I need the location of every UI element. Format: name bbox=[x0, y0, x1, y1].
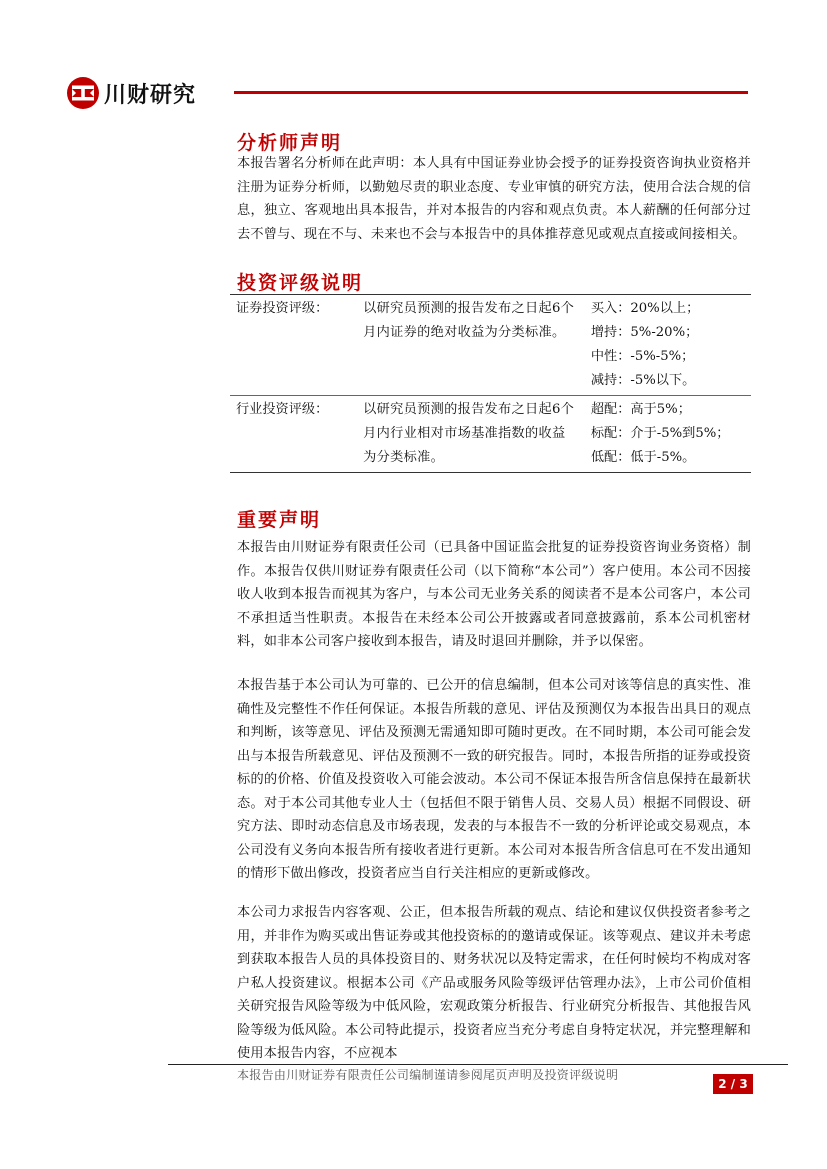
rating-level: 减持：-5%以下。 bbox=[590, 373, 696, 388]
analyst-statement-title: 分析师声明 bbox=[237, 132, 343, 154]
rating-row-security bbox=[230, 295, 751, 396]
rating-level: 标配：介于-5%到5%； bbox=[590, 426, 730, 441]
rating-levels bbox=[585, 396, 751, 473]
footer-rule bbox=[168, 1064, 788, 1065]
important-statement-title: 重要声明 bbox=[237, 509, 322, 531]
important-paragraph: 本报告由川财证券有限责任公司（已具备中国证监会批复的证券投资咨询业务资格）制作。本报告仅供川财证券有限责任公司（以下简称“本公司”）客户使用。本公司不因接收人收到本报告而视其为客户，与本公司无业务关系的阅读者不是本公司客户，本公司不承担适当性职责。本报告在未经本公司公开披露或者同意披露前，系本公司机密材料，如非本公司客户接收到本报告，请及时退回并删除，并予以保密。 bbox=[237, 540, 751, 649]
important-paragraph: 本报告基于本公司认为可靠的、已公开的信息编制，但本公司对该等信息的真实性、准确性及完整性不作任何保证。本报告所载的意见、评估及预测仅为本报告出具日的观点和判断，该等意见、评估及预测无需通知即可随时更改。在不同时期，本公司可能会发出与本报告所载意见、评估及预测不一致的研究报告。同时，本报告所指的证券或投资标的的价格、价值及投资收入可能会波动。本公司不保证本报告所含信息保持在最新状态。对于本公司其他专业人士（包括但不限于销售人员、交易人员）根据不同假设、研究方法、即时动态信息及市场表现，发表的与本报告不一致的分析评论或交易观点，本公司没有义务向本报告所有接收者进行更新。本公司对本报告所含信息可在不发出通知的情形下做出修改，投资者应当自行关注相应的更新或修改。 bbox=[237, 678, 751, 881]
analyst-statement-text: 本报告署名分析师在此声明：本人具有中国证券业协会授予的证券投资咨询执业资格并注册为证券分析师，以勤勉尽责的职业态度、专业审慎的研究方法，使用合法合规的信息，独立、客观地出具本报告，并对本报告的内容和观点负责。本人薪酬的任何部分过去不曾与、现在不与、未来也不会与本报告中的具体推荐意见或观点直接或间接相关。 bbox=[237, 156, 751, 242]
header-rule bbox=[234, 91, 748, 94]
rating-table bbox=[230, 294, 751, 473]
rating-description: 以研究员预测的报告发布之日起6个月内证券的绝对收益为分类标准。 bbox=[357, 295, 585, 396]
logo-icon bbox=[66, 76, 100, 110]
footer-disclaimer: 本报告由川财证券有限责任公司编制谨请参阅尾页声明及投资评级说明 bbox=[237, 1068, 619, 1082]
logo-text: 川财研究 bbox=[104, 82, 197, 108]
rating-level: 买入：20%以上； bbox=[590, 301, 700, 316]
rating-level: 增持：5%-20%； bbox=[590, 325, 699, 340]
rating-level: 中性：-5%-5%； bbox=[590, 349, 695, 364]
rating-level: 低配：低于-5%。 bbox=[590, 450, 696, 465]
rating-explanation-title: 投资评级说明 bbox=[237, 272, 364, 294]
rating-level: 超配：高于5%； bbox=[590, 402, 691, 417]
rating-row-industry bbox=[230, 396, 751, 473]
important-paragraph: 本公司力求报告内容客观、公正，但本报告所载的观点、结论和建议仅供投资者参考之用，并非作为购买或出售证券或其他投资标的的邀请或保证。该等观点、建议并未考虑到获取本报告人员的具体投资目的、财务状况以及特定需求，在任何时候均不构成对客户私人投资建议。根据本公司《产品或服务风险等级评估管理办法》，上市公司价值相关研究报告风险等级为中低风险，宏观政策分析报告、行业研究分析报告、其他报告风险等级为低风险。本公司特此提示，投资者应当充分考虑自身特定状况，并完整理解和使用本报告内容，不应视本 bbox=[237, 905, 751, 1061]
rating-description: 以研究员预测的报告发布之日起6个月内行业相对市场基准指数的收益为分类标准。 bbox=[357, 396, 585, 473]
rating-label: 行业投资评级： bbox=[230, 396, 357, 473]
company-logo bbox=[66, 76, 196, 110]
page-number: 2 / 3 bbox=[713, 1074, 753, 1094]
rating-label: 证券投资评级： bbox=[230, 295, 357, 396]
rating-levels bbox=[585, 295, 751, 396]
